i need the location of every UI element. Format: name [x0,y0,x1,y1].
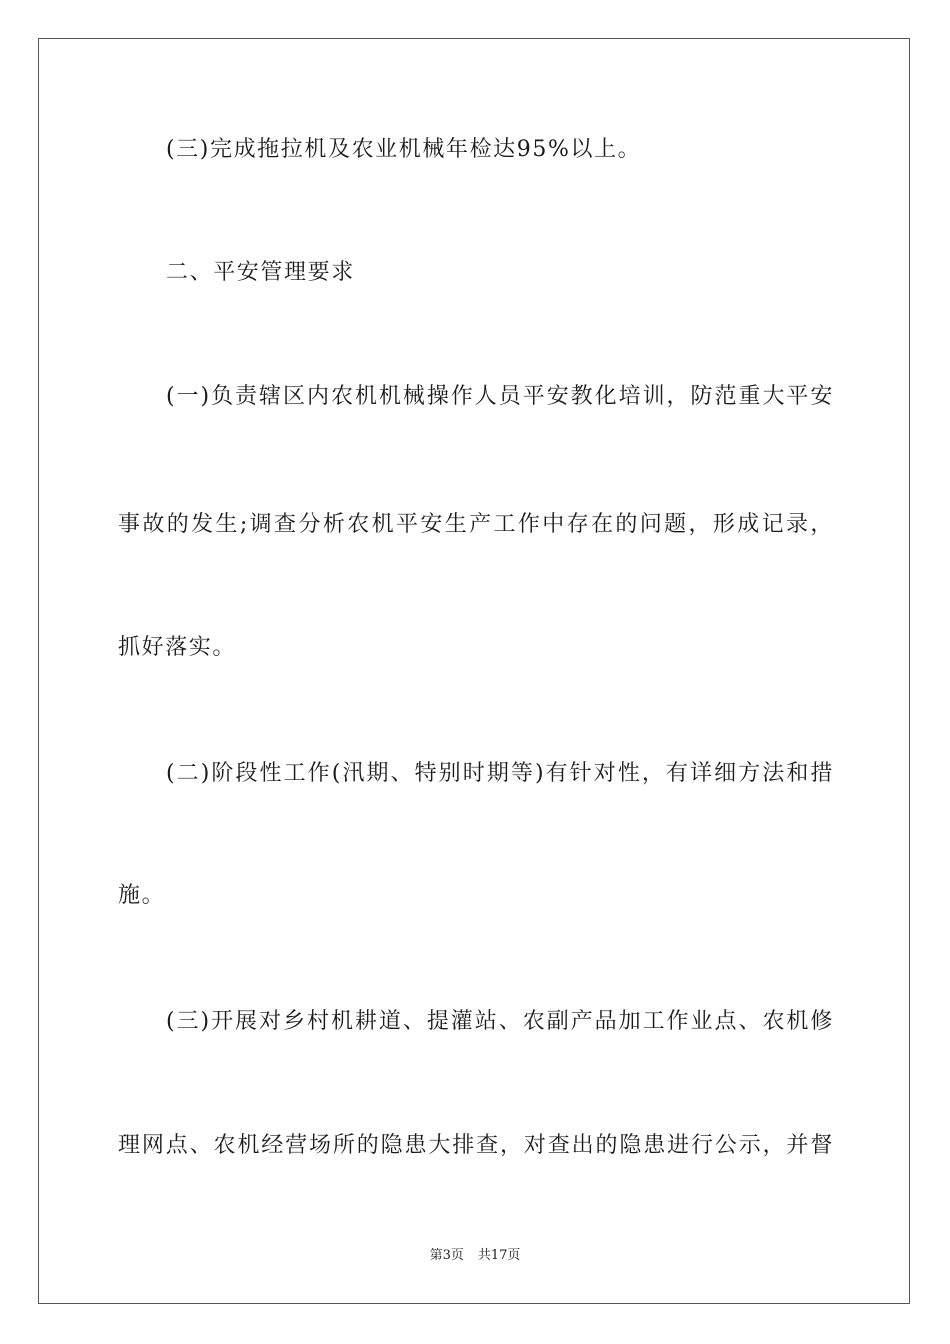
paragraph-line: 抓好落实。 [118,635,237,660]
paragraph-line: (二)阶段性工作(汛期、特别时期等)有针对性，有详细方法和措 [166,761,834,786]
page-number: 第3页 [429,1248,464,1263]
page-border [38,38,910,1304]
paragraph-line: 施。 [118,883,166,908]
page-footer [0,1247,950,1265]
paragraph-line: (三)开展对乡村机耕道、提灌站、农副产品加工作业点、农机修 [166,1009,834,1034]
paragraph-line: 事故的发生;调查分析农机平安生产工作中存在的问题，形成记录， [118,512,834,537]
page-total: 共17页 [477,1248,521,1263]
paragraph-line: (三)完成拖拉机及农业机械年检达95%以上。 [166,137,642,162]
section-heading: 二、平安管理要求 [166,260,355,285]
paragraph-line: 理网点、农机经营场所的隐患大排查，对查出的隐患进行公示，并督 [118,1133,834,1158]
paragraph-line: (一)负责辖区内农机机械操作人员平安教化培训，防范重大平安 [166,384,834,409]
